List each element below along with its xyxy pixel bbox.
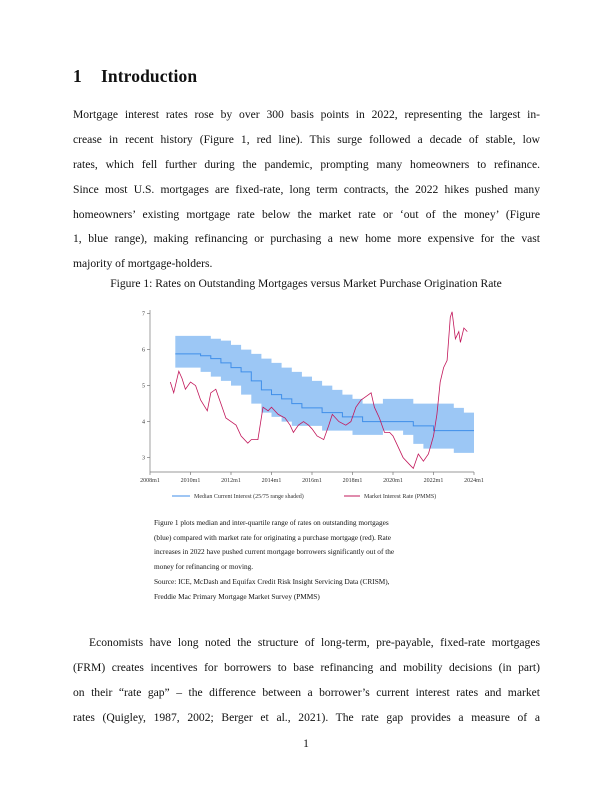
figure-note-line: increases in 2022 have pushed current mortgage borrowers significantly out of the: [154, 547, 395, 557]
x-tick-label: 2022m1: [423, 478, 444, 484]
intro-line: crease in recent history (Figure 1, red line). This surge followed a decade of stable, low: [73, 132, 540, 146]
page-number: 1: [303, 737, 309, 750]
body-line: (FRM) creates incentives for borrowers to base refinancing and mobility decisions (in part): [73, 660, 540, 674]
x-tick-label: 2008m1: [140, 478, 160, 484]
section-number: 1: [73, 66, 82, 86]
intro-line: 1, blue range), making refinancing or purchasing a new home more expensive for the vast: [73, 232, 540, 246]
body-line: Economists have long noted the structure of long-term, pre-payable, fixed-rate mortgages: [89, 636, 540, 649]
x-tick-label: 2018m1: [342, 478, 363, 484]
section-heading: Introduction: [101, 66, 198, 86]
x-tick-label: 2024m1: [464, 478, 484, 484]
x-tick-label: 2012m1: [221, 478, 241, 484]
body-line: on their “rate gap” – the difference between a borrower’s current interest rates and market: [73, 685, 540, 699]
intro-line: Mortgage interest rates rose by over 300 basis points in 2022, representing the largest in-: [73, 108, 540, 121]
figure-note-line: Source: ICE, McDash and Equifax Credit Risk Insight Servicing Data (CRISM),: [154, 576, 390, 586]
x-tick-label: 2010m1: [180, 478, 201, 484]
figure-caption: Figure 1: Rates on Outstanding Mortgages versus Market Purchase Origination Rate: [110, 277, 502, 290]
intro-line: Since most U.S. mortgages are fixed-rate, long term contracts, the 2022 hikes pushed many: [73, 182, 540, 196]
y-tick-label: 4: [142, 419, 145, 426]
intro-line: rates, which fell further during the pandemic, prompting many homeowners to refinance.: [73, 157, 540, 171]
intro-line: homeowners’ existing mortgage rate below the market rate or ‘out of the money’ (Figure: [73, 207, 540, 221]
figure-note-line: Figure 1 plots median and inter-quartile range of rates on outstanding mortgages: [154, 518, 389, 527]
figure-note-line: money for refinancing or moving.: [154, 562, 254, 572]
x-tick-label: 2020m1: [383, 478, 403, 484]
y-tick-label: 6: [142, 347, 145, 354]
figure-note-line: Freddie Mac Primary Mortgage Market Survey (PMMS): [154, 591, 320, 601]
figure-note-line: (blue) compared with market rate for originating a purchase mortgage (red). Rate: [154, 532, 392, 542]
figure-notes: [154, 516, 464, 604]
interquartile-band: [175, 336, 474, 453]
y-tick-label: 5: [142, 383, 145, 390]
intro-line: majority of mortgage-holders.: [73, 257, 213, 271]
y-tick-label: 3: [142, 455, 145, 462]
body-paragraph: [73, 631, 540, 731]
legend-label-median: Median Current Interest (25/75 range shaded): [194, 494, 304, 500]
body-line: rates (Quigley, 1987, 2002; Berger et al., 2021). The rate gap provides a measure of a: [73, 710, 540, 724]
y-tick-label: 7: [142, 311, 145, 318]
legend-label-market: Market Interest Rate (PMMS): [364, 494, 437, 500]
x-tick-label: 2016m1: [302, 478, 322, 484]
x-tick-label: 2014m1: [261, 478, 282, 484]
